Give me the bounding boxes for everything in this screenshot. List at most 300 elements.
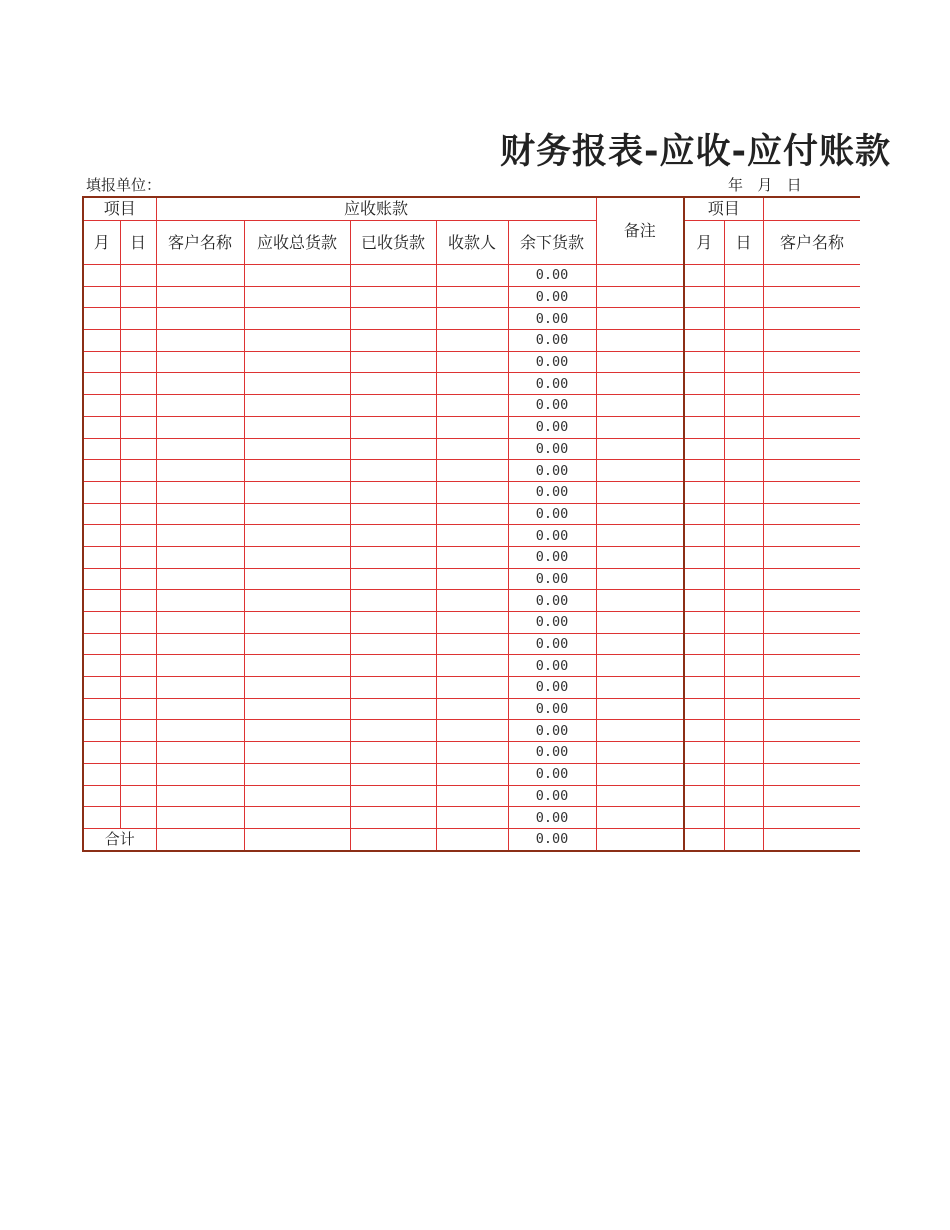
date-day: 日 — [786, 176, 802, 194]
cell-month[interactable] — [83, 655, 120, 677]
table-cell[interactable] — [350, 416, 436, 438]
cell-remark[interactable] — [596, 590, 684, 612]
table-cell[interactable] — [684, 698, 724, 720]
table-cell[interactable] — [350, 677, 436, 699]
table-cell[interactable] — [763, 373, 860, 395]
cell-month[interactable] — [83, 633, 120, 655]
cell-month[interactable] — [83, 742, 120, 764]
cell-month[interactable] — [83, 416, 120, 438]
cell-remark[interactable] — [596, 785, 684, 807]
cell-remark[interactable] — [596, 481, 684, 503]
cell-day[interactable] — [120, 265, 156, 287]
table-cell[interactable] — [244, 720, 350, 742]
total-cell[interactable] — [724, 828, 763, 850]
table-cell[interactable] — [156, 351, 244, 373]
table-cell[interactable] — [684, 351, 724, 373]
table-cell[interactable] — [156, 698, 244, 720]
table-cell[interactable] — [724, 655, 763, 677]
table-cell[interactable] — [350, 330, 436, 352]
cell-remark[interactable] — [596, 265, 684, 287]
cell-remaining[interactable]: 0.00 — [508, 330, 596, 352]
table-cell[interactable] — [244, 395, 350, 417]
cell-remaining[interactable]: 0.00 — [508, 286, 596, 308]
table-cell[interactable] — [244, 525, 350, 547]
table-cell[interactable] — [763, 503, 860, 525]
table-cell[interactable] — [244, 438, 350, 460]
cell-remaining[interactable]: 0.00 — [508, 546, 596, 568]
cell-day[interactable] — [120, 481, 156, 503]
table-cell[interactable] — [436, 807, 508, 829]
cell-remaining[interactable]: 0.00 — [508, 503, 596, 525]
cell-month[interactable] — [83, 720, 120, 742]
table-cell[interactable] — [156, 807, 244, 829]
cell-remark[interactable] — [596, 503, 684, 525]
table-cell[interactable] — [350, 395, 436, 417]
cell-remark[interactable] — [596, 568, 684, 590]
table-cell[interactable] — [156, 265, 244, 287]
table-cell[interactable] — [684, 395, 724, 417]
table-cell[interactable] — [684, 568, 724, 590]
table-cell[interactable] — [724, 698, 763, 720]
table-cell[interactable] — [724, 785, 763, 807]
table-cell[interactable] — [156, 286, 244, 308]
cell-remark[interactable] — [596, 655, 684, 677]
total-cell[interactable] — [156, 828, 244, 850]
table-cell[interactable] — [156, 633, 244, 655]
table-cell[interactable] — [724, 633, 763, 655]
cell-day[interactable] — [120, 525, 156, 547]
table-cell[interactable] — [244, 460, 350, 482]
cell-remaining[interactable]: 0.00 — [508, 265, 596, 287]
table-cell[interactable] — [350, 265, 436, 287]
table-cell[interactable] — [350, 742, 436, 764]
table-cell[interactable] — [156, 438, 244, 460]
cell-remaining[interactable]: 0.00 — [508, 807, 596, 829]
cell-remaining[interactable]: 0.00 — [508, 308, 596, 330]
table-cell[interactable] — [156, 525, 244, 547]
table-cell[interactable] — [244, 742, 350, 764]
table-cell[interactable] — [436, 633, 508, 655]
table-cell[interactable] — [724, 807, 763, 829]
table-cell[interactable] — [244, 286, 350, 308]
table-cell[interactable] — [350, 286, 436, 308]
cell-remaining[interactable]: 0.00 — [508, 785, 596, 807]
table-cell[interactable] — [684, 373, 724, 395]
table-cell[interactable] — [684, 763, 724, 785]
table-cell[interactable] — [724, 286, 763, 308]
cell-month[interactable] — [83, 503, 120, 525]
table-cell[interactable] — [436, 525, 508, 547]
table-cell[interactable] — [684, 677, 724, 699]
table-cell[interactable] — [436, 568, 508, 590]
cell-month[interactable] — [83, 265, 120, 287]
table-cell[interactable] — [436, 481, 508, 503]
table-cell[interactable] — [724, 568, 763, 590]
cell-day[interactable] — [120, 503, 156, 525]
table-cell[interactable] — [436, 503, 508, 525]
table-cell[interactable] — [156, 481, 244, 503]
table-cell[interactable] — [156, 395, 244, 417]
cell-remaining[interactable]: 0.00 — [508, 677, 596, 699]
cell-month[interactable] — [83, 698, 120, 720]
cell-remark[interactable] — [596, 438, 684, 460]
table-cell[interactable] — [436, 460, 508, 482]
table-cell[interactable] — [684, 590, 724, 612]
table-cell[interactable] — [724, 373, 763, 395]
table-cell[interactable] — [724, 438, 763, 460]
table-cell[interactable] — [350, 612, 436, 634]
table-cell[interactable] — [350, 720, 436, 742]
table-cell[interactable] — [350, 763, 436, 785]
cell-day[interactable] — [120, 677, 156, 699]
table-cell[interactable] — [684, 460, 724, 482]
cell-remaining[interactable]: 0.00 — [508, 612, 596, 634]
table-cell[interactable] — [763, 546, 860, 568]
cell-month[interactable] — [83, 568, 120, 590]
cell-remaining[interactable]: 0.00 — [508, 655, 596, 677]
cell-day[interactable] — [120, 633, 156, 655]
table-cell[interactable] — [244, 633, 350, 655]
table-cell[interactable] — [684, 481, 724, 503]
cell-remark[interactable] — [596, 460, 684, 482]
table-cell[interactable] — [436, 698, 508, 720]
total-cell[interactable] — [244, 828, 350, 850]
table-cell[interactable] — [436, 612, 508, 634]
cell-day[interactable] — [120, 438, 156, 460]
cell-month[interactable] — [83, 763, 120, 785]
cell-remaining[interactable]: 0.00 — [508, 460, 596, 482]
table-cell[interactable] — [436, 308, 508, 330]
table-cell[interactable] — [763, 698, 860, 720]
table-cell[interactable] — [436, 438, 508, 460]
cell-day[interactable] — [120, 612, 156, 634]
table-cell[interactable] — [156, 785, 244, 807]
table-cell[interactable] — [350, 807, 436, 829]
table-cell[interactable] — [436, 330, 508, 352]
table-cell[interactable] — [244, 785, 350, 807]
cell-day[interactable] — [120, 308, 156, 330]
table-cell[interactable] — [724, 265, 763, 287]
table-cell[interactable] — [156, 416, 244, 438]
table-cell[interactable] — [244, 546, 350, 568]
table-cell[interactable] — [156, 308, 244, 330]
cell-day[interactable] — [120, 590, 156, 612]
table-cell[interactable] — [763, 590, 860, 612]
cell-day[interactable] — [120, 416, 156, 438]
cell-remaining[interactable]: 0.00 — [508, 351, 596, 373]
cell-remark[interactable] — [596, 546, 684, 568]
table-cell[interactable] — [350, 590, 436, 612]
table-cell[interactable] — [724, 351, 763, 373]
table-cell[interactable] — [684, 633, 724, 655]
table-cell[interactable] — [684, 742, 724, 764]
table-cell[interactable] — [724, 481, 763, 503]
table-cell[interactable] — [436, 677, 508, 699]
table-cell[interactable] — [350, 568, 436, 590]
table-cell[interactable] — [684, 330, 724, 352]
cell-day[interactable] — [120, 351, 156, 373]
header-total-receivable: 应收总货款 — [244, 221, 350, 265]
table-cell[interactable] — [763, 438, 860, 460]
table-cell[interactable] — [156, 568, 244, 590]
cell-day[interactable] — [120, 655, 156, 677]
cell-month[interactable] — [83, 395, 120, 417]
cell-remaining[interactable]: 0.00 — [508, 590, 596, 612]
table-cell[interactable] — [684, 655, 724, 677]
table-cell[interactable] — [436, 286, 508, 308]
table-cell[interactable] — [763, 308, 860, 330]
table-cell[interactable] — [763, 351, 860, 373]
table-cell[interactable] — [436, 720, 508, 742]
cell-remark[interactable] — [596, 286, 684, 308]
cell-remark[interactable] — [596, 742, 684, 764]
table-cell[interactable] — [350, 785, 436, 807]
table-cell[interactable] — [763, 265, 860, 287]
cell-remark[interactable] — [596, 525, 684, 547]
table-cell[interactable] — [724, 612, 763, 634]
table-cell[interactable] — [156, 503, 244, 525]
table-cell[interactable] — [244, 373, 350, 395]
table-cell[interactable] — [436, 763, 508, 785]
cell-remaining[interactable]: 0.00 — [508, 720, 596, 742]
table-cell[interactable] — [684, 503, 724, 525]
table-cell[interactable] — [244, 503, 350, 525]
cell-remaining[interactable]: 0.00 — [508, 633, 596, 655]
cell-remaining[interactable]: 0.00 — [508, 373, 596, 395]
table-cell[interactable] — [436, 655, 508, 677]
table-cell[interactable] — [724, 677, 763, 699]
table-cell[interactable] — [763, 807, 860, 829]
table-cell[interactable] — [244, 308, 350, 330]
table-cell[interactable] — [156, 655, 244, 677]
table-cell[interactable] — [724, 460, 763, 482]
table-cell[interactable] — [350, 546, 436, 568]
table-cell[interactable] — [763, 568, 860, 590]
table-cell[interactable] — [156, 590, 244, 612]
cell-remark[interactable] — [596, 633, 684, 655]
cell-day[interactable] — [120, 807, 156, 829]
table-cell[interactable] — [350, 655, 436, 677]
table-cell[interactable] — [244, 330, 350, 352]
cell-day[interactable] — [120, 763, 156, 785]
cell-remark[interactable] — [596, 698, 684, 720]
cell-day[interactable] — [120, 395, 156, 417]
table-cell[interactable] — [763, 416, 860, 438]
cell-remark[interactable] — [596, 807, 684, 829]
table-cell[interactable] — [724, 395, 763, 417]
cell-month[interactable] — [83, 546, 120, 568]
cell-remaining[interactable]: 0.00 — [508, 481, 596, 503]
table-cell[interactable] — [763, 763, 860, 785]
table-cell[interactable] — [244, 351, 350, 373]
total-cell[interactable] — [350, 828, 436, 850]
report-date — [728, 174, 802, 196]
table-cell[interactable] — [763, 655, 860, 677]
cell-day[interactable] — [120, 785, 156, 807]
table-cell[interactable] — [684, 265, 724, 287]
cell-remaining[interactable]: 0.00 — [508, 525, 596, 547]
cell-day[interactable] — [120, 286, 156, 308]
table-cell[interactable] — [244, 568, 350, 590]
cell-remark[interactable] — [596, 612, 684, 634]
cell-remark[interactable] — [596, 677, 684, 699]
cell-month[interactable] — [83, 308, 120, 330]
table-cell[interactable] — [724, 590, 763, 612]
table-cell[interactable] — [684, 286, 724, 308]
table-cell[interactable] — [724, 720, 763, 742]
cell-day[interactable] — [120, 742, 156, 764]
table-cell[interactable] — [244, 265, 350, 287]
table-cell[interactable] — [436, 395, 508, 417]
table-cell[interactable] — [763, 720, 860, 742]
cell-remark[interactable] — [596, 373, 684, 395]
table-cell[interactable] — [724, 525, 763, 547]
cell-month[interactable] — [83, 785, 120, 807]
table-cell[interactable] — [156, 612, 244, 634]
cell-month[interactable] — [83, 460, 120, 482]
cell-remark[interactable] — [596, 351, 684, 373]
table-cell[interactable] — [763, 525, 860, 547]
cell-remaining[interactable]: 0.00 — [508, 438, 596, 460]
table-cell[interactable] — [763, 286, 860, 308]
table-cell[interactable] — [684, 807, 724, 829]
cell-month[interactable] — [83, 351, 120, 373]
table-cell[interactable] — [350, 438, 436, 460]
table-cell[interactable] — [724, 416, 763, 438]
cell-month[interactable] — [83, 590, 120, 612]
table-row — [83, 416, 860, 438]
cell-month[interactable] — [83, 807, 120, 829]
cell-remaining[interactable]: 0.00 — [508, 698, 596, 720]
table-cell[interactable] — [436, 590, 508, 612]
total-cell[interactable] — [684, 828, 724, 850]
table-cell[interactable] — [350, 525, 436, 547]
cell-remaining[interactable]: 0.00 — [508, 416, 596, 438]
table-cell[interactable] — [244, 677, 350, 699]
table-cell[interactable] — [350, 503, 436, 525]
table-cell[interactable] — [350, 373, 436, 395]
table-cell[interactable] — [244, 807, 350, 829]
table-cell[interactable] — [684, 525, 724, 547]
table-cell[interactable] — [350, 460, 436, 482]
table-cell[interactable] — [684, 308, 724, 330]
table-row — [83, 807, 860, 829]
table-cell[interactable] — [724, 308, 763, 330]
table-cell[interactable] — [350, 308, 436, 330]
table-cell[interactable] — [436, 373, 508, 395]
table-cell[interactable] — [350, 633, 436, 655]
table-cell[interactable] — [350, 351, 436, 373]
table-cell[interactable] — [684, 785, 724, 807]
cell-month[interactable] — [83, 373, 120, 395]
table-cell[interactable] — [244, 481, 350, 503]
table-cell[interactable] — [684, 416, 724, 438]
table-cell[interactable] — [724, 742, 763, 764]
cell-day[interactable] — [120, 330, 156, 352]
cell-day[interactable] — [120, 698, 156, 720]
total-cell[interactable] — [436, 828, 508, 850]
cell-day[interactable] — [120, 460, 156, 482]
cell-remaining[interactable]: 0.00 — [508, 568, 596, 590]
table-cell[interactable] — [244, 698, 350, 720]
cell-remaining[interactable]: 0.00 — [508, 742, 596, 764]
table-cell[interactable] — [244, 416, 350, 438]
cell-remark[interactable] — [596, 330, 684, 352]
table-cell[interactable] — [684, 612, 724, 634]
table-cell[interactable] — [724, 546, 763, 568]
cell-month[interactable] — [83, 612, 120, 634]
cell-month[interactable] — [83, 330, 120, 352]
table-cell[interactable] — [763, 785, 860, 807]
cell-day[interactable] — [120, 720, 156, 742]
table-cell[interactable] — [436, 351, 508, 373]
total-cell[interactable] — [763, 828, 860, 850]
table-cell[interactable] — [763, 395, 860, 417]
table-cell[interactable] — [763, 481, 860, 503]
table-cell[interactable] — [350, 698, 436, 720]
cell-month[interactable] — [83, 481, 120, 503]
cell-month[interactable] — [83, 525, 120, 547]
table-cell[interactable] — [156, 373, 244, 395]
table-cell[interactable] — [684, 438, 724, 460]
table-cell[interactable] — [763, 330, 860, 352]
cell-month[interactable] — [83, 677, 120, 699]
table-cell[interactable] — [244, 590, 350, 612]
table-cell[interactable] — [684, 720, 724, 742]
table-cell[interactable] — [763, 742, 860, 764]
cell-remark[interactable] — [596, 416, 684, 438]
table-cell[interactable] — [156, 330, 244, 352]
table-cell[interactable] — [156, 742, 244, 764]
table-cell[interactable] — [156, 546, 244, 568]
cell-remaining[interactable]: 0.00 — [508, 763, 596, 785]
cell-remaining[interactable]: 0.00 — [508, 395, 596, 417]
table-cell[interactable] — [436, 785, 508, 807]
table-cell[interactable] — [244, 655, 350, 677]
cell-day[interactable] — [120, 373, 156, 395]
cell-day[interactable] — [120, 568, 156, 590]
cell-month[interactable] — [83, 286, 120, 308]
cell-month[interactable] — [83, 438, 120, 460]
header-customer-name: 客户名称 — [156, 221, 244, 265]
table-cell[interactable] — [156, 460, 244, 482]
table-cell[interactable] — [763, 612, 860, 634]
table-cell[interactable] — [436, 416, 508, 438]
table-cell[interactable] — [244, 612, 350, 634]
cell-remark[interactable] — [596, 308, 684, 330]
cell-remark[interactable] — [596, 763, 684, 785]
table-cell[interactable] — [156, 763, 244, 785]
cell-remark[interactable] — [596, 720, 684, 742]
table-cell[interactable] — [724, 330, 763, 352]
table-cell[interactable] — [436, 742, 508, 764]
table-cell[interactable] — [436, 265, 508, 287]
total-remark-cell[interactable] — [596, 828, 684, 850]
table-cell[interactable] — [724, 763, 763, 785]
table-cell[interactable] — [684, 546, 724, 568]
cell-remark[interactable] — [596, 395, 684, 417]
table-cell[interactable] — [763, 633, 860, 655]
table-cell[interactable] — [156, 720, 244, 742]
table-cell[interactable] — [156, 677, 244, 699]
table-cell[interactable] — [763, 460, 860, 482]
table-cell[interactable] — [436, 546, 508, 568]
table-cell[interactable] — [244, 763, 350, 785]
table-cell[interactable] — [763, 677, 860, 699]
cell-day[interactable] — [120, 546, 156, 568]
table-cell[interactable] — [350, 481, 436, 503]
table-cell[interactable] — [724, 503, 763, 525]
